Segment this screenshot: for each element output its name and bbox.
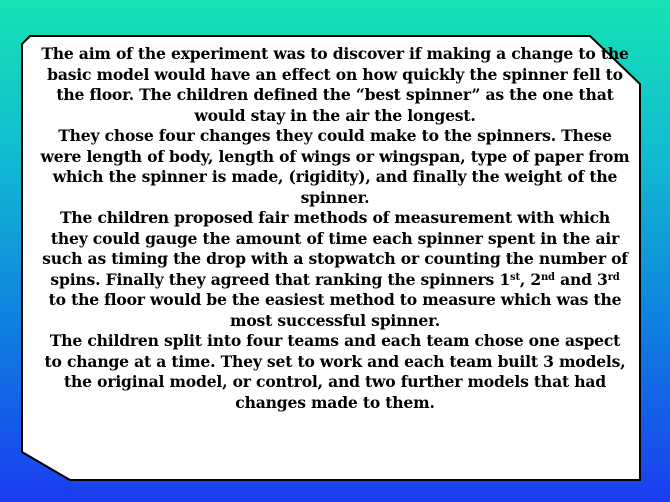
ordinal-suffix-first: st — [510, 271, 520, 283]
ordinal-suffix-second: nd — [540, 271, 555, 283]
paragraph-methods-part-1: The children proposed fair methods of measurement with which they could gauge the amount of time each spinner spent in the air such as timing the drop with a stopwatch or counting the number of spins. Finally they agreed that ranking the spinners 1 — [42, 208, 628, 289]
paragraph-methods-part-2: , 2 — [519, 269, 541, 289]
paragraph-changes: They chose four changes they could make to the spinners. These were length of body, length of wings or wingspan, type of paper from which the spinner is made, (rigidity), and finally the weight of the spinner. — [40, 126, 630, 207]
paragraph-methods-part-3: and 3 — [554, 269, 608, 289]
paragraph-methods-part-4: to the floor would be the easiest method to measure which was the most successful spinner. — [48, 290, 622, 330]
paragraph-methods — [40, 208, 630, 331]
text-card — [40, 44, 630, 464]
paragraph-teams: The children split into four teams and each team chose one aspect to change at a time. They set to work and each team built 3 models, the original model, or control, and two further models that had changes made to them. — [44, 331, 626, 412]
paragraph-aim: The aim of the experiment was to discover if making a change to the basic model would have an effect on how quickly the spinner fell to the floor. The children defined the “best spinner” as the one that would stay in the air the longest. — [41, 44, 629, 125]
ordinal-suffix-third: rd — [607, 271, 620, 283]
